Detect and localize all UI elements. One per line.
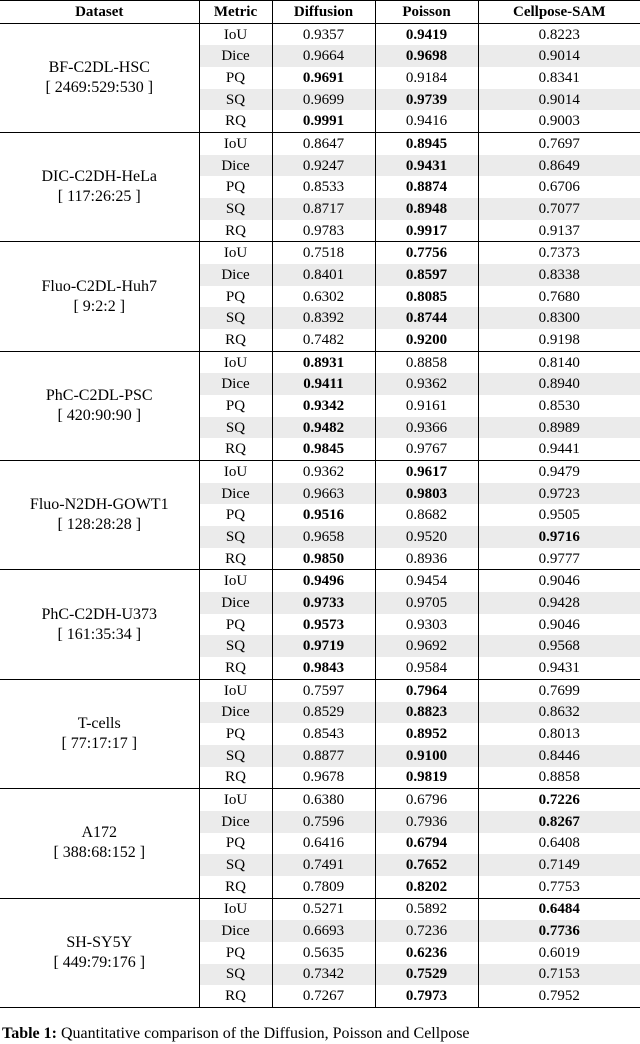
cellpose-sam-value: 0.9198 <box>478 329 640 351</box>
diffusion-value: 0.9843 <box>272 657 375 679</box>
cellpose-sam-value: 0.7153 <box>478 964 640 986</box>
metric-cell: RQ <box>199 438 272 460</box>
metric-cell: SQ <box>199 417 272 439</box>
poisson-value: 0.8744 <box>375 307 478 329</box>
metric-cell: Dice <box>199 920 272 942</box>
dataset-name: Fluo-C2DL-Huh7 <box>41 277 158 295</box>
cellpose-sam-value: 0.6484 <box>478 898 640 920</box>
poisson-value: 0.9698 <box>375 45 478 67</box>
caption-label: Table 1: <box>2 1025 57 1042</box>
dataset-name: PhC-C2DH-U373 <box>41 605 158 623</box>
diffusion-value: 0.9496 <box>272 570 375 592</box>
dataset-name: PhC-C2DL-PSC <box>45 386 153 404</box>
header-poisson: Poisson <box>375 1 478 24</box>
metric-cell: IoU <box>199 461 272 483</box>
table-row <box>0 242 640 264</box>
diffusion-value: 0.8401 <box>272 264 375 286</box>
metric-cell: Dice <box>199 592 272 614</box>
metric-cell: SQ <box>199 635 272 657</box>
cellpose-sam-value: 0.7680 <box>478 286 640 308</box>
metric-cell: SQ <box>199 89 272 111</box>
dataset-split: [ 77:17:17 ] <box>61 735 138 752</box>
poisson-value: 0.8874 <box>375 176 478 198</box>
dataset-split: [ 128:28:28 ] <box>57 516 142 534</box>
diffusion-value: 0.8529 <box>272 702 375 724</box>
table-row <box>0 789 640 811</box>
poisson-value: 0.7652 <box>375 854 478 876</box>
diffusion-value: 0.9691 <box>272 67 375 89</box>
metric-cell: PQ <box>199 833 272 855</box>
poisson-value: 0.7756 <box>375 242 478 264</box>
diffusion-value: 0.9733 <box>272 592 375 614</box>
diffusion-value: 0.9658 <box>272 526 375 548</box>
diffusion-value: 0.9573 <box>272 614 375 636</box>
poisson-value: 0.8936 <box>375 548 478 570</box>
poisson-value: 0.9692 <box>375 635 478 657</box>
dataset-cell <box>0 679 199 788</box>
metric-cell: Dice <box>199 373 272 395</box>
metric-cell: PQ <box>199 176 272 198</box>
metric-cell: Dice <box>199 483 272 505</box>
diffusion-value: 0.7342 <box>272 964 375 986</box>
header-row <box>0 1 640 24</box>
cellpose-sam-value: 0.9479 <box>478 461 640 483</box>
diffusion-value: 0.8392 <box>272 307 375 329</box>
diffusion-value: 0.9362 <box>272 461 375 483</box>
dataset-split: [ 9:2:2 ] <box>73 297 126 315</box>
metric-cell: RQ <box>199 548 272 570</box>
diffusion-value: 0.9783 <box>272 220 375 242</box>
cellpose-sam-value: 0.7697 <box>478 133 640 155</box>
metric-cell: Dice <box>199 155 272 177</box>
metric-cell: Dice <box>199 264 272 286</box>
dataset-cell <box>0 23 199 132</box>
cellpose-sam-value: 0.9428 <box>478 592 640 614</box>
diffusion-value: 0.7267 <box>272 985 375 1007</box>
poisson-value: 0.9161 <box>375 395 478 417</box>
diffusion-value: 0.9247 <box>272 155 375 177</box>
cellpose-sam-value: 0.7149 <box>478 854 640 876</box>
table-row <box>0 898 640 920</box>
poisson-value: 0.6236 <box>375 942 478 964</box>
metric-cell: SQ <box>199 526 272 548</box>
metric-cell: SQ <box>199 964 272 986</box>
metric-cell: IoU <box>199 242 272 264</box>
dataset-split: [ 388:68:152 ] <box>53 844 146 862</box>
cellpose-sam-value: 0.9046 <box>478 570 640 592</box>
cellpose-sam-value: 0.8530 <box>478 395 640 417</box>
poisson-value: 0.9419 <box>375 23 478 45</box>
metric-cell: PQ <box>199 942 272 964</box>
poisson-value: 0.9739 <box>375 89 478 111</box>
poisson-value: 0.7936 <box>375 811 478 833</box>
poisson-value: 0.9617 <box>375 461 478 483</box>
cellpose-sam-value: 0.9441 <box>478 438 640 460</box>
cellpose-sam-value: 0.8338 <box>478 264 640 286</box>
metric-cell: SQ <box>199 854 272 876</box>
metric-cell: IoU <box>199 133 272 155</box>
poisson-value: 0.6794 <box>375 833 478 855</box>
diffusion-value: 0.5635 <box>272 942 375 964</box>
poisson-value: 0.8858 <box>375 351 478 373</box>
cellpose-sam-value: 0.9046 <box>478 614 640 636</box>
diffusion-value: 0.6302 <box>272 286 375 308</box>
cellpose-sam-value: 0.8940 <box>478 373 640 395</box>
metric-cell: RQ <box>199 329 272 351</box>
dataset-split: [ 2469:529:530 ] <box>45 78 154 96</box>
cellpose-sam-value: 0.6706 <box>478 176 640 198</box>
diffusion-value: 0.8647 <box>272 133 375 155</box>
poisson-value: 0.9767 <box>375 438 478 460</box>
poisson-value: 0.9584 <box>375 657 478 679</box>
diffusion-value: 0.5271 <box>272 898 375 920</box>
cellpose-sam-value: 0.9137 <box>478 220 640 242</box>
metric-cell: IoU <box>199 789 272 811</box>
metric-cell: PQ <box>199 723 272 745</box>
header-cellpose-sam: Cellpose-SAM <box>478 1 640 24</box>
diffusion-value: 0.8543 <box>272 723 375 745</box>
diffusion-value: 0.9678 <box>272 767 375 789</box>
poisson-value: 0.9520 <box>375 526 478 548</box>
poisson-value: 0.9303 <box>375 614 478 636</box>
poisson-value: 0.8823 <box>375 702 478 724</box>
poisson-value: 0.9416 <box>375 110 478 132</box>
header-dataset: Dataset <box>0 1 199 24</box>
poisson-value: 0.9200 <box>375 329 478 351</box>
dataset-cell <box>0 570 199 679</box>
poisson-value: 0.8682 <box>375 504 478 526</box>
poisson-value: 0.8945 <box>375 133 478 155</box>
cellpose-sam-value: 0.7699 <box>478 679 640 701</box>
cellpose-sam-value: 0.9014 <box>478 45 640 67</box>
cellpose-sam-value: 0.8140 <box>478 351 640 373</box>
diffusion-value: 0.7482 <box>272 329 375 351</box>
cellpose-sam-value: 0.8341 <box>478 67 640 89</box>
metric-cell: Dice <box>199 811 272 833</box>
dataset-split: [ 117:26:25 ] <box>57 188 141 206</box>
diffusion-value: 0.9411 <box>272 373 375 395</box>
dataset-name: T-cells <box>77 715 121 732</box>
poisson-value: 0.8085 <box>375 286 478 308</box>
poisson-value: 0.7529 <box>375 964 478 986</box>
diffusion-value: 0.9664 <box>272 45 375 67</box>
cellpose-sam-value: 0.9431 <box>478 657 640 679</box>
diffusion-value: 0.8533 <box>272 176 375 198</box>
cellpose-sam-value: 0.8446 <box>478 745 640 767</box>
poisson-value: 0.8952 <box>375 723 478 745</box>
dataset-cell <box>0 461 199 570</box>
cellpose-sam-value: 0.9003 <box>478 110 640 132</box>
cellpose-sam-value: 0.9716 <box>478 526 640 548</box>
cellpose-sam-value: 0.8223 <box>478 23 640 45</box>
poisson-value: 0.7973 <box>375 985 478 1007</box>
diffusion-value: 0.7596 <box>272 811 375 833</box>
metric-cell: PQ <box>199 395 272 417</box>
dataset-cell <box>0 351 199 460</box>
poisson-value: 0.8202 <box>375 876 478 898</box>
diffusion-value: 0.7491 <box>272 854 375 876</box>
metric-cell: Dice <box>199 702 272 724</box>
diffusion-value: 0.9699 <box>272 89 375 111</box>
metric-cell: Dice <box>199 45 272 67</box>
cellpose-sam-value: 0.7077 <box>478 198 640 220</box>
caption-text: Quantitative comparison of the Diffusion, Poisson and Cellpose <box>60 1025 470 1042</box>
dataset-split: [ 449:79:176 ] <box>53 953 146 971</box>
cellpose-sam-value: 0.7753 <box>478 876 640 898</box>
cellpose-sam-value: 0.8013 <box>478 723 640 745</box>
metric-cell: IoU <box>199 898 272 920</box>
dataset-cell <box>0 898 199 1007</box>
diffusion-value: 0.6693 <box>272 920 375 942</box>
poisson-value: 0.9362 <box>375 373 478 395</box>
cellpose-sam-value: 0.8989 <box>478 417 640 439</box>
poisson-value: 0.9819 <box>375 767 478 789</box>
diffusion-value: 0.6416 <box>272 833 375 855</box>
metric-cell: RQ <box>199 767 272 789</box>
dataset-name: BF-C2DL-HSC <box>48 58 150 76</box>
metric-cell: RQ <box>199 220 272 242</box>
diffusion-value: 0.7597 <box>272 679 375 701</box>
metric-cell: PQ <box>199 67 272 89</box>
poisson-value: 0.6796 <box>375 789 478 811</box>
cellpose-sam-value: 0.8632 <box>478 702 640 724</box>
table-row <box>0 23 640 45</box>
table-row <box>0 461 640 483</box>
cellpose-sam-value: 0.8267 <box>478 811 640 833</box>
metric-cell: IoU <box>199 570 272 592</box>
poisson-value: 0.9705 <box>375 592 478 614</box>
poisson-value: 0.5892 <box>375 898 478 920</box>
poisson-value: 0.7964 <box>375 679 478 701</box>
cellpose-sam-value: 0.9723 <box>478 483 640 505</box>
header-metric: Metric <box>199 1 272 24</box>
dataset-split: [ 161:35:34 ] <box>57 625 142 643</box>
dataset-cell <box>0 789 199 898</box>
cellpose-sam-value: 0.8649 <box>478 155 640 177</box>
poisson-value: 0.9184 <box>375 67 478 89</box>
metric-cell: RQ <box>199 657 272 679</box>
table-row <box>0 351 640 373</box>
diffusion-value: 0.9342 <box>272 395 375 417</box>
diffusion-value: 0.8717 <box>272 198 375 220</box>
poisson-value: 0.9100 <box>375 745 478 767</box>
diffusion-value: 0.7518 <box>272 242 375 264</box>
header-diffusion: Diffusion <box>272 1 375 24</box>
metric-cell: PQ <box>199 504 272 526</box>
cellpose-sam-value: 0.7226 <box>478 789 640 811</box>
poisson-value: 0.9366 <box>375 417 478 439</box>
metric-cell: RQ <box>199 985 272 1007</box>
table-row <box>0 570 640 592</box>
dataset-name: SH-SY5Y <box>66 933 133 951</box>
diffusion-value: 0.9482 <box>272 417 375 439</box>
cellpose-sam-value: 0.6408 <box>478 833 640 855</box>
cellpose-sam-value: 0.9777 <box>478 548 640 570</box>
cellpose-sam-value: 0.9014 <box>478 89 640 111</box>
metric-cell: PQ <box>199 286 272 308</box>
cellpose-sam-value: 0.8300 <box>478 307 640 329</box>
poisson-value: 0.9917 <box>375 220 478 242</box>
poisson-value: 0.7236 <box>375 920 478 942</box>
table-caption <box>2 1024 640 1044</box>
cellpose-sam-value: 0.7952 <box>478 985 640 1007</box>
cellpose-sam-value: 0.8858 <box>478 767 640 789</box>
diffusion-value: 0.9845 <box>272 438 375 460</box>
metric-cell: SQ <box>199 745 272 767</box>
table-row <box>0 133 640 155</box>
dataset-split: [ 420:90:90 ] <box>57 406 142 424</box>
dataset-name: Fluo-N2DH-GOWT1 <box>29 496 169 514</box>
metric-cell: IoU <box>199 679 272 701</box>
poisson-value: 0.9803 <box>375 483 478 505</box>
cellpose-sam-value: 0.7373 <box>478 242 640 264</box>
table-body <box>0 23 640 1007</box>
diffusion-value: 0.8877 <box>272 745 375 767</box>
table-row <box>0 679 640 701</box>
metric-cell: SQ <box>199 198 272 220</box>
poisson-value: 0.9431 <box>375 155 478 177</box>
dataset-name: DIC-C2DH-HeLa <box>41 168 158 186</box>
poisson-value: 0.8597 <box>375 264 478 286</box>
dataset-cell <box>0 242 199 351</box>
metric-cell: RQ <box>199 876 272 898</box>
dataset-name: A172 <box>81 824 118 842</box>
metric-cell: SQ <box>199 307 272 329</box>
metric-cell: IoU <box>199 351 272 373</box>
metric-cell: PQ <box>199 614 272 636</box>
diffusion-value: 0.9357 <box>272 23 375 45</box>
diffusion-value: 0.9719 <box>272 635 375 657</box>
diffusion-value: 0.7809 <box>272 876 375 898</box>
metric-cell: IoU <box>199 23 272 45</box>
cellpose-sam-value: 0.9568 <box>478 635 640 657</box>
metric-cell: RQ <box>199 110 272 132</box>
cellpose-sam-value: 0.6019 <box>478 942 640 964</box>
cellpose-sam-value: 0.9505 <box>478 504 640 526</box>
diffusion-value: 0.9991 <box>272 110 375 132</box>
diffusion-value: 0.9516 <box>272 504 375 526</box>
poisson-value: 0.8948 <box>375 198 478 220</box>
diffusion-value: 0.9850 <box>272 548 375 570</box>
poisson-value: 0.9454 <box>375 570 478 592</box>
cellpose-sam-value: 0.7736 <box>478 920 640 942</box>
diffusion-value: 0.8931 <box>272 351 375 373</box>
dataset-cell <box>0 133 199 242</box>
diffusion-value: 0.9663 <box>272 483 375 505</box>
diffusion-value: 0.6380 <box>272 789 375 811</box>
